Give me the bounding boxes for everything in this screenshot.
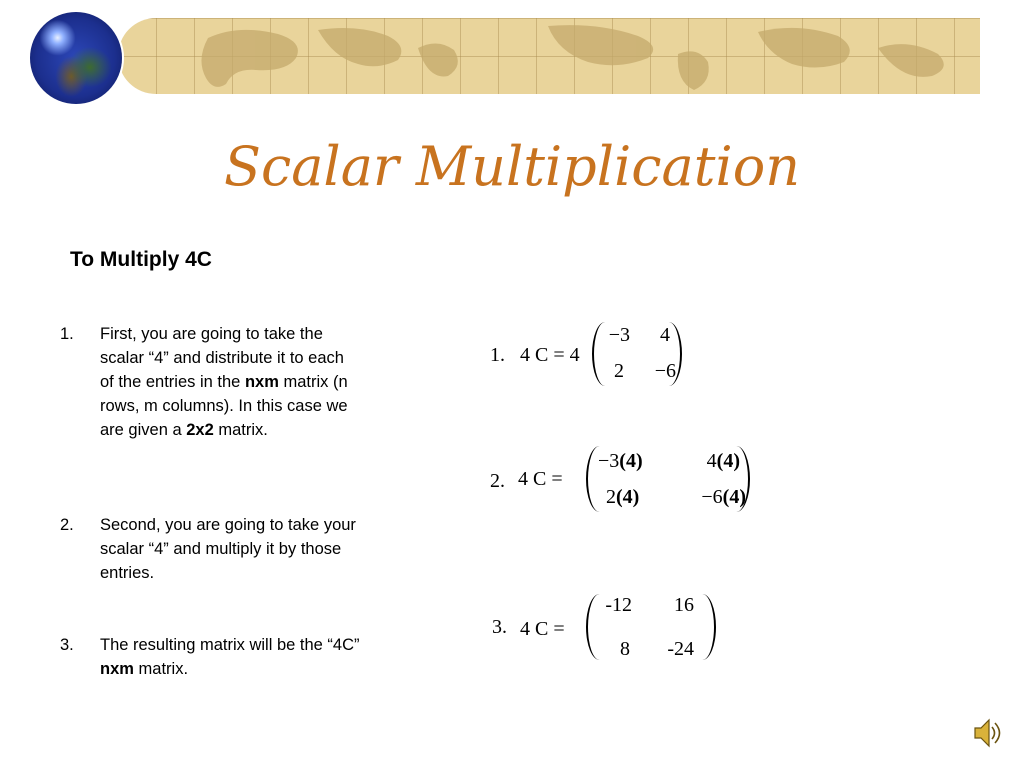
equation-lhs: 4 C = 4 [520, 344, 580, 366]
matrix-cell: 16 [674, 594, 694, 616]
page-title: Scalar Multiplication [224, 135, 800, 198]
equation-label: 3. [492, 616, 507, 638]
globe-icon [30, 12, 122, 104]
emphasis-nxm: nxm [244, 373, 279, 391]
matrix-cell: -12 [605, 594, 632, 616]
matrix [586, 446, 750, 512]
world-map-banner [118, 18, 980, 94]
matrix-cell: -24 [667, 638, 694, 660]
matrix-cell: −6 [654, 360, 676, 382]
step-text: Second, you are going to take your scalar “4” and multiply it by those entries. [100, 516, 356, 582]
matrix [592, 322, 682, 386]
matrix-cell: 2 [614, 360, 624, 382]
matrix-cell: 4(4) [706, 450, 740, 472]
emphasis-2x2: 2x2 [186, 421, 214, 439]
matrix-cell: 2(4) [606, 486, 640, 508]
matrix-cell: −6(4) [701, 486, 746, 508]
step-number: 3. [60, 636, 74, 654]
matrix [586, 594, 716, 660]
matrix-cell: 8 [620, 638, 630, 660]
equation-lhs: 4 C = [518, 468, 563, 490]
world-map-shapes [118, 18, 980, 94]
step-text: The resulting matrix will be the “4C” nxm matrix. [100, 636, 360, 678]
step-number: 1. [60, 325, 74, 343]
step-number: 2. [60, 516, 74, 534]
matrix-cell: 4 [660, 324, 670, 346]
equation-label: 2. [490, 470, 505, 492]
equation-lhs: 4 C = [520, 618, 565, 640]
emphasis-nxm: nxm [100, 660, 134, 678]
matrix-cell: −3(4) [598, 450, 643, 472]
speaker-icon[interactable] [972, 716, 1002, 750]
matrix-cell: −3 [608, 324, 630, 346]
equation-label: 1. [490, 344, 505, 366]
slide-subtitle: To Multiply 4C [70, 248, 212, 271]
step-text: First, you are going to take the scalar “4” and distribute it to each of the entries in the nxm matrix (n rows, m columns). In this case we are given a 2x2 matrix. [100, 325, 348, 439]
